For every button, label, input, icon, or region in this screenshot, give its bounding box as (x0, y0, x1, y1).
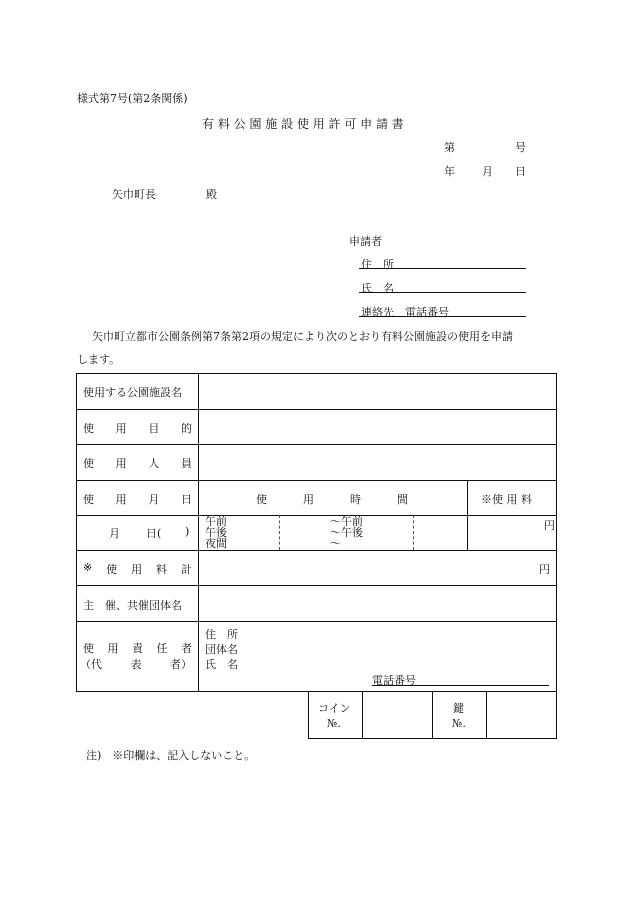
addressee-mayor: 矢巾町長 (112, 188, 156, 201)
applicant-address-line[interactable] (359, 268, 526, 269)
label-char: 日 (180, 493, 192, 506)
date-day: 日 (515, 165, 526, 178)
key-label: 鍵 (453, 702, 464, 715)
label-char: 人 (148, 457, 160, 470)
form-number: 様式第7号(第2条関係) (77, 92, 188, 105)
row-divider (76, 515, 557, 516)
label-char: 使 (83, 493, 94, 506)
usage-purpose-label (83, 420, 192, 436)
row-divider (76, 621, 557, 622)
label-char: 計 (180, 563, 192, 576)
label-char: 表 (130, 658, 142, 671)
time-to-night: ～ (330, 537, 341, 550)
fee-total-yen: 円 (539, 563, 550, 576)
responsible-fields (205, 627, 238, 672)
applicant-contact-label: 連絡先 電話番号 (361, 306, 449, 319)
header-char: 用 (303, 493, 314, 506)
applicant-contact-line[interactable] (359, 316, 526, 317)
coin-no-label: №. (327, 717, 341, 730)
label-char: 月 (148, 493, 160, 506)
number-dai: 第 (444, 141, 455, 154)
fee-total-label (83, 561, 192, 577)
time-option-am: 午前 (205, 515, 227, 528)
label-char: 目 (148, 422, 160, 435)
applicant-name-line[interactable] (359, 292, 526, 293)
key-divider (432, 691, 433, 739)
usage-people-label (83, 455, 192, 471)
label-char: 使 (106, 563, 118, 576)
body-text-line2: します。 (77, 353, 121, 366)
time-dashed-divider (279, 515, 280, 550)
label-char: ※ (83, 561, 93, 574)
responsible-name-label: 氏 名 (205, 658, 238, 671)
date-month: 月 (482, 165, 493, 178)
label-char: 者 (181, 642, 192, 655)
applicant-name-label: 氏 名 (361, 282, 394, 295)
header-char: 時 (350, 493, 361, 506)
label-char: 責 (132, 642, 143, 655)
usage-time-header (256, 491, 408, 507)
row-divider (76, 480, 557, 481)
usage-date-label (83, 491, 192, 507)
label-char: 使 (83, 642, 94, 655)
label-char: 任 (156, 642, 168, 655)
label-char: 用 (115, 422, 127, 435)
fee-header: ※使 用 料 (481, 493, 532, 506)
time-to-options[interactable] (330, 516, 363, 549)
key-number-field[interactable] (487, 692, 556, 738)
facility-name-label: 使用する公園施設名 (83, 386, 182, 399)
label-char: 用 (115, 493, 127, 506)
label-char: 使 (83, 422, 94, 435)
label-char: 使 (83, 457, 94, 470)
label-char: （代 (80, 658, 102, 671)
label-char: 用 (131, 563, 143, 576)
time-dashed-divider (413, 515, 414, 550)
organizer-field[interactable] (199, 587, 556, 620)
time-to-pm: ～午後 (330, 526, 363, 539)
coin-number-field[interactable] (363, 692, 431, 738)
responsible-phone-label: 電話番号 (372, 674, 416, 687)
applicant-heading: 申請者 (349, 235, 382, 248)
coin-label: コイン (318, 702, 351, 715)
time-to-am: ～午前 (330, 515, 363, 528)
row-divider (76, 585, 557, 586)
addressee-dono: 殿 (206, 188, 217, 201)
body-text-line1: 矢巾町立都市公園条例第7条第2項の規定により次のとおり有料公園施設の使用を申請 (92, 330, 513, 343)
facility-name-field[interactable] (199, 374, 556, 408)
organizer-label: 主 催、共催団体名 (83, 599, 182, 612)
time-option-night: 夜間 (205, 537, 227, 550)
date-day-label: 日( (146, 527, 162, 540)
row-divider (76, 550, 557, 551)
label-char: 的 (180, 422, 192, 435)
responsible-person-label (83, 640, 192, 656)
time-option-pm: 午後 (205, 526, 227, 539)
applicant-address-label: 住 所 (361, 258, 394, 271)
responsible-address-label: 住 所 (205, 628, 238, 641)
label-char: 員 (180, 457, 192, 470)
label-char: 料 (156, 563, 168, 576)
label-char: 用 (115, 457, 127, 470)
header-char: 間 (397, 493, 408, 506)
date-year: 年 (444, 165, 455, 178)
label-char: 用 (107, 642, 119, 655)
form-title: 有 料 公 園 施 設 使 用 許 可 申 請 書 (202, 117, 404, 131)
header-char: 使 (256, 493, 267, 506)
label-char: 者） (170, 658, 192, 671)
time-from-options[interactable] (205, 516, 227, 549)
representative-label (80, 656, 192, 672)
key-no-label: №. (452, 717, 466, 730)
footer-note: 注) ※印欄は、記入しないこと。 (86, 749, 256, 762)
responsible-group-label: 団体名 (205, 643, 238, 656)
usage-people-field[interactable] (199, 445, 556, 479)
date-month-label: 月 (109, 527, 120, 540)
responsible-phone-line[interactable] (372, 685, 549, 686)
number-go: 号 (515, 141, 526, 154)
usage-purpose-field[interactable] (199, 410, 556, 443)
date-close-paren: ) (185, 525, 190, 538)
fee-yen: 円 (544, 519, 555, 532)
fee-column-divider (467, 480, 468, 550)
